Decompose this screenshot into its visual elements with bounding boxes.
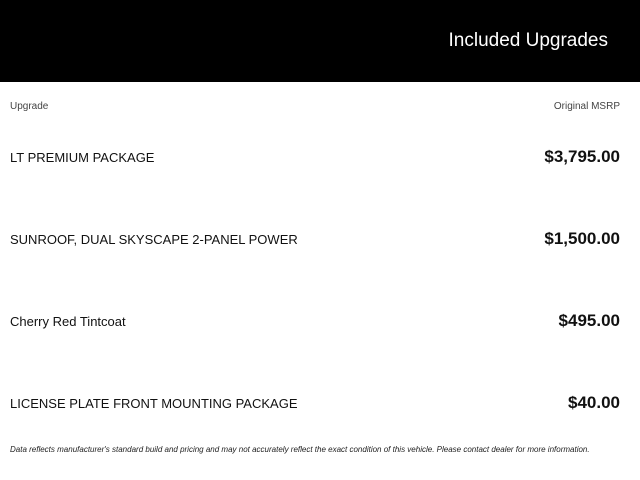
- header-bar: [0, 0, 640, 82]
- upgrade-price: $1,500.00: [544, 229, 620, 248]
- upgrade-price: $40.00: [568, 393, 620, 412]
- upgrade-name: Cherry Red Tintcoat: [10, 314, 126, 329]
- upgrade-row: [10, 146, 620, 168]
- upgrade-name: LICENSE PLATE FRONT MOUNTING PACKAGE: [10, 396, 298, 411]
- page-title: Included Upgrades: [448, 30, 608, 51]
- column-header-upgrade: Upgrade: [10, 101, 49, 112]
- upgrade-row: [10, 228, 620, 250]
- upgrade-price: $495.00: [558, 311, 620, 330]
- upgrade-row: [10, 310, 620, 332]
- upgrade-name: SUNROOF, DUAL SKYSCAPE 2-PANEL POWER: [10, 232, 298, 247]
- upgrade-price: $3,795.00: [544, 147, 620, 166]
- column-header-msrp: Original MSRP: [553, 101, 620, 112]
- upgrade-name: LT PREMIUM PACKAGE: [10, 150, 155, 165]
- disclaimer-text: Data reflects manufacturer's standard build and pricing and may not accurately reflect the exact condition of this vehicle. Please contact dealer for more information.: [10, 445, 590, 454]
- upgrade-row: [10, 392, 620, 414]
- column-headers: [10, 100, 620, 114]
